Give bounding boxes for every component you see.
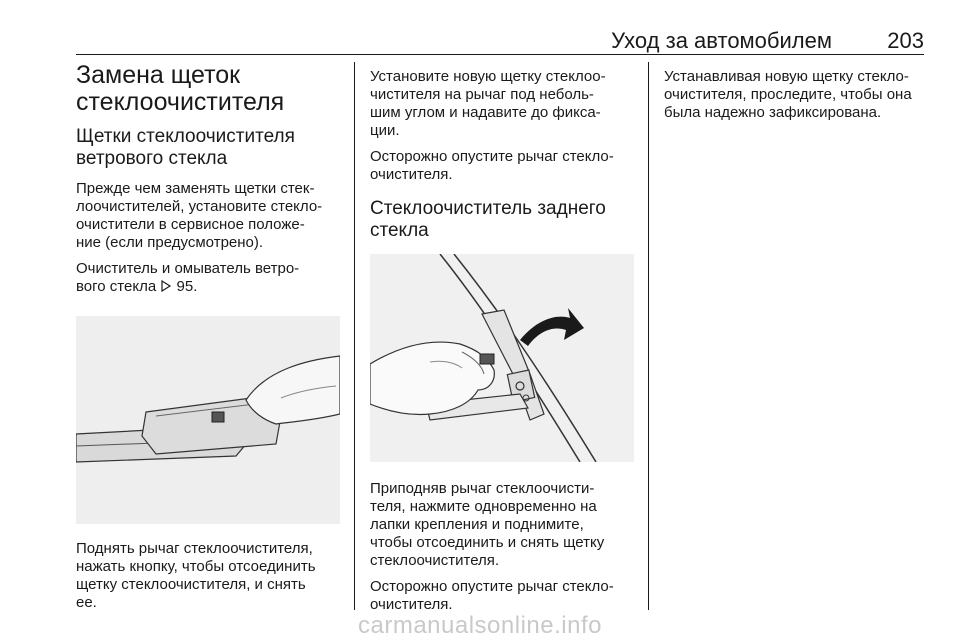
column-2 (370, 68, 634, 614)
watermark-link[interactable]: carmanualsonline.info (358, 612, 602, 639)
text-line: очистителя. (370, 166, 453, 183)
text-line: нажать кнопку, чтобы отсоединить (76, 558, 316, 575)
paragraph (370, 148, 634, 184)
page-number: 203 (887, 28, 924, 53)
section-heading (76, 62, 340, 116)
text-line: очистители в сервисное положе- (76, 216, 305, 233)
text-line: чтобы отсоединить и снять щетку (370, 534, 605, 551)
wiper-blade-illustration (76, 316, 340, 524)
text-line: Прежде чем заменять щетки стек- (76, 180, 315, 197)
page-reference-link[interactable]: 95. (176, 278, 198, 295)
text-line: Поднять рычаг стеклоочистителя, (76, 540, 313, 557)
section-title: Уход за автомобилем (611, 28, 832, 53)
column-divider (354, 62, 355, 610)
text-line: Осторожно опустите рычаг стекло- (370, 148, 614, 165)
page-reference-triangle-icon (160, 278, 176, 295)
text-line: стеклоочистителя. (370, 552, 500, 569)
text-line: Приподняв рычаг стеклоочисти- (370, 480, 595, 497)
text-line: очистителя, проследите, чтобы она (664, 86, 912, 103)
paragraph (370, 68, 634, 140)
column-divider (648, 62, 649, 610)
subheading-line: Щетки стеклоочистителя (76, 126, 295, 147)
paragraph (76, 260, 340, 296)
heading-line: стеклоочистителя (76, 88, 285, 116)
paragraph (664, 68, 926, 122)
heading-line: Замена щеток (76, 61, 241, 89)
text-line: вого стекла (76, 278, 157, 295)
text-line: теля, нажмите одновременно на (370, 498, 597, 515)
text-line: Очиститель и омыватель ветро- (76, 260, 300, 277)
page-header (76, 28, 924, 55)
subsection-heading (76, 126, 340, 170)
text-line: шим углом и надавите до фикса- (370, 104, 601, 121)
figure-caption (370, 480, 634, 570)
text-line: щетку стеклоочистителя, и снять (76, 576, 306, 593)
column-3 (664, 68, 926, 122)
text-line: ее. (76, 594, 97, 611)
text-line: была надежно зафиксирована. (664, 104, 882, 121)
figure-caption (76, 540, 340, 612)
text-line: очистителя. (370, 596, 453, 613)
subheading-line: ветрового стекла (76, 148, 228, 169)
subheading-line: Стеклоочиститель заднего (370, 198, 606, 219)
text-line: лоочистителей, установите стекло- (76, 198, 323, 215)
column-1 (76, 62, 340, 612)
subheading-line: стекла (370, 220, 429, 241)
text-line: лапки крепления и поднимите, (370, 516, 584, 533)
text-line: чистителя на рычаг под неболь- (370, 86, 594, 103)
subsection-heading (370, 198, 634, 242)
rear-wiper-illustration (370, 254, 634, 462)
text-line: Устанавливая новую щетку стекло- (664, 68, 909, 85)
paragraph (370, 578, 634, 614)
text-line: Установите новую щетку стеклоо- (370, 68, 606, 85)
text-line: ции. (370, 122, 400, 139)
text-line: Осторожно опустите рычаг стекло- (370, 578, 614, 595)
paragraph (76, 180, 340, 252)
text-line: ние (если предусмотрено). (76, 234, 264, 251)
